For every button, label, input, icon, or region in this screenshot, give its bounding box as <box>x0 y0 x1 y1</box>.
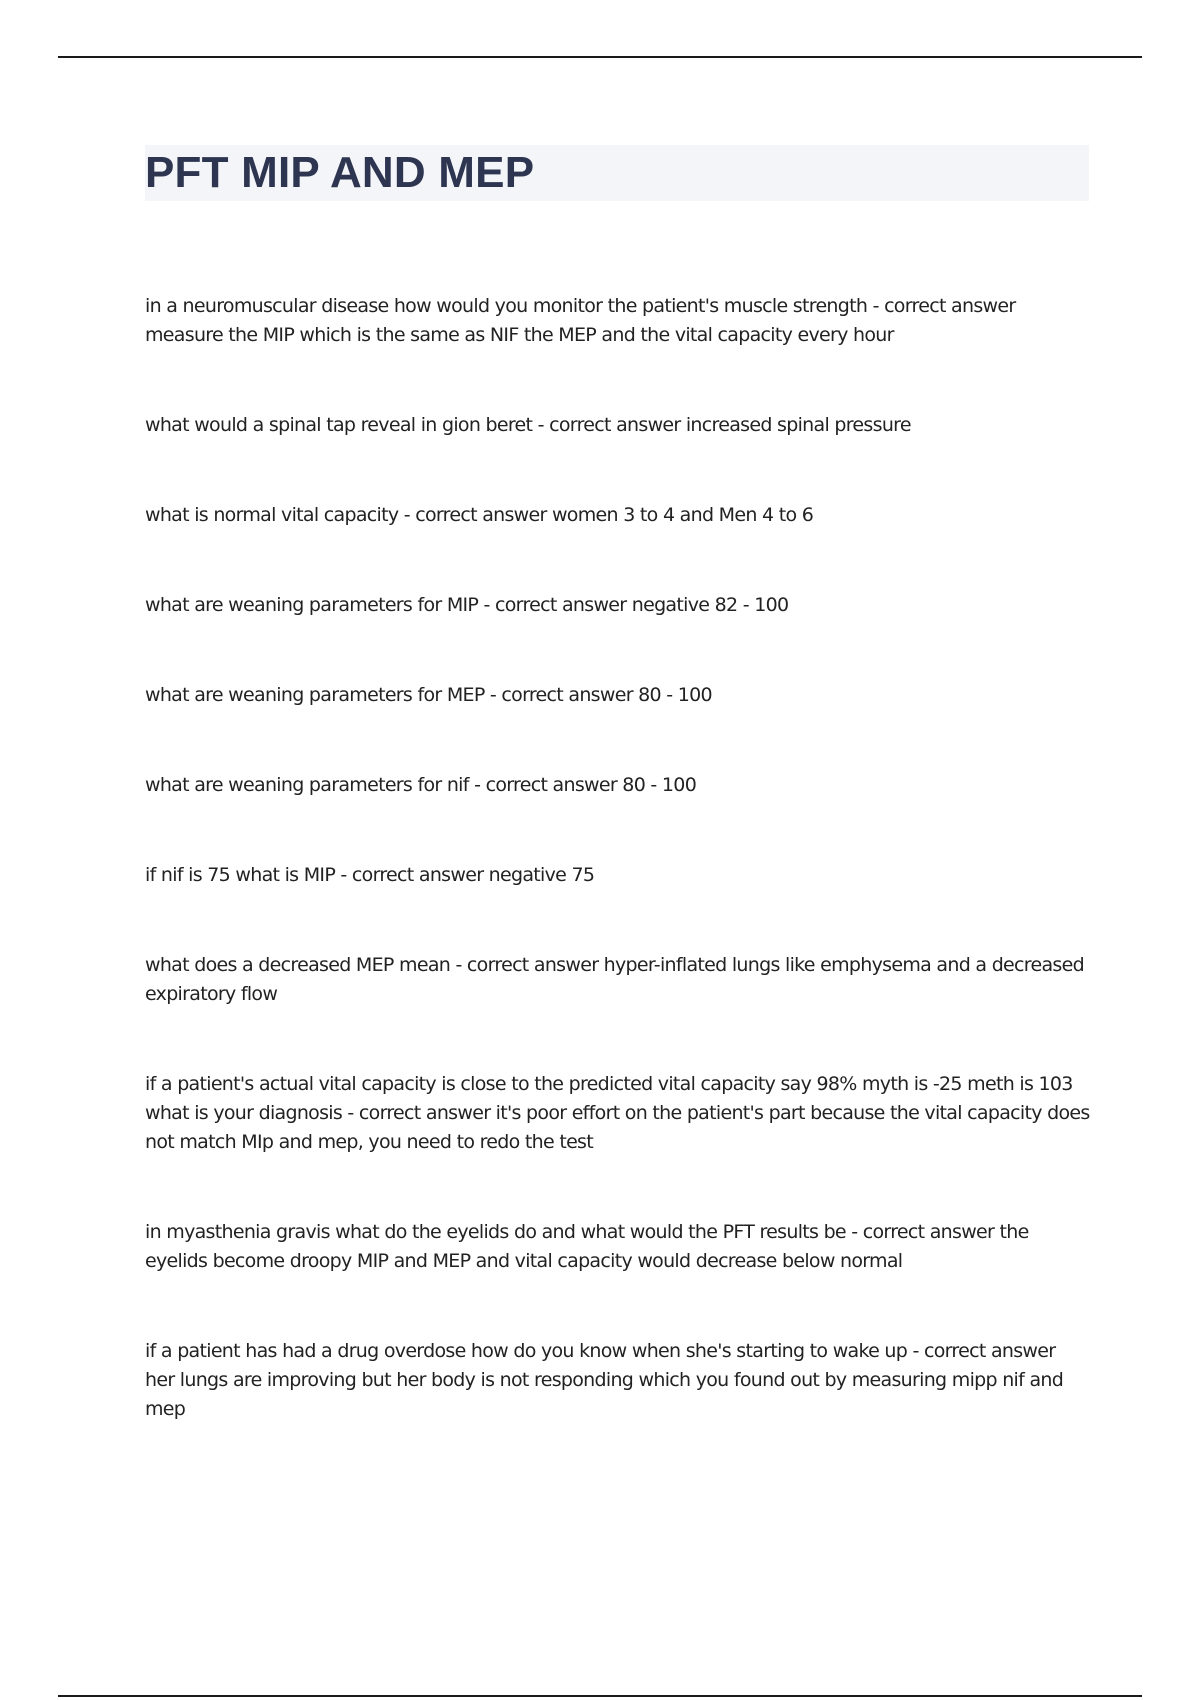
qa-item: what does a decreased MEP mean - correct answer hyper-inflated lungs like emphysema and a decreased expiratory flow <box>145 954 1084 1005</box>
qa-item: what are weaning parameters for nif - correct answer 80 - 100 <box>145 774 697 796</box>
qa-item: if a patient's actual vital capacity is close to the predicted vital capacity say 98% myth is -25 meth is 103 what is your diagnosis - correct answer it's poor effort on the patient's part because the vital capacity does not match MIp and mep, you need to redo the test <box>145 1073 1090 1153</box>
qa-item: if a patient has had a drug overdose how do you know when she's starting to wake up - correct answer her lungs are improving but her body is not responding which you found out by measuring mipp nif and mep <box>145 1340 1064 1420</box>
qa-item: if nif is 75 what is MIP - correct answer negative 75 <box>145 864 595 886</box>
qa-item: what would a spinal tap reveal in gion beret - correct answer increased spinal pressure <box>145 414 911 436</box>
qa-item: what are weaning parameters for MIP - correct answer negative 82 - 100 <box>145 594 789 616</box>
qa-item: what are weaning parameters for MEP - correct answer 80 - 100 <box>145 684 712 706</box>
qa-list <box>145 292 1090 1485</box>
qa-item: in myasthenia gravis what do the eyelids do and what would the PFT results be - correct answer the eyelids become droopy MIP and MEP and vital capacity would decrease below normal <box>145 1221 1029 1272</box>
page-title: PFT MIP AND MEP <box>145 148 535 197</box>
qa-item: in a neuromuscular disease how would you monitor the patient's muscle strength - correct answer measure the MIP which is the same as NIF the MEP and the vital capacity every hour <box>145 295 1016 346</box>
bottom-rule <box>58 1695 1142 1697</box>
qa-item: what is normal vital capacity - correct answer women 3 to 4 and Men 4 to 6 <box>145 504 814 526</box>
top-rule <box>58 56 1142 58</box>
